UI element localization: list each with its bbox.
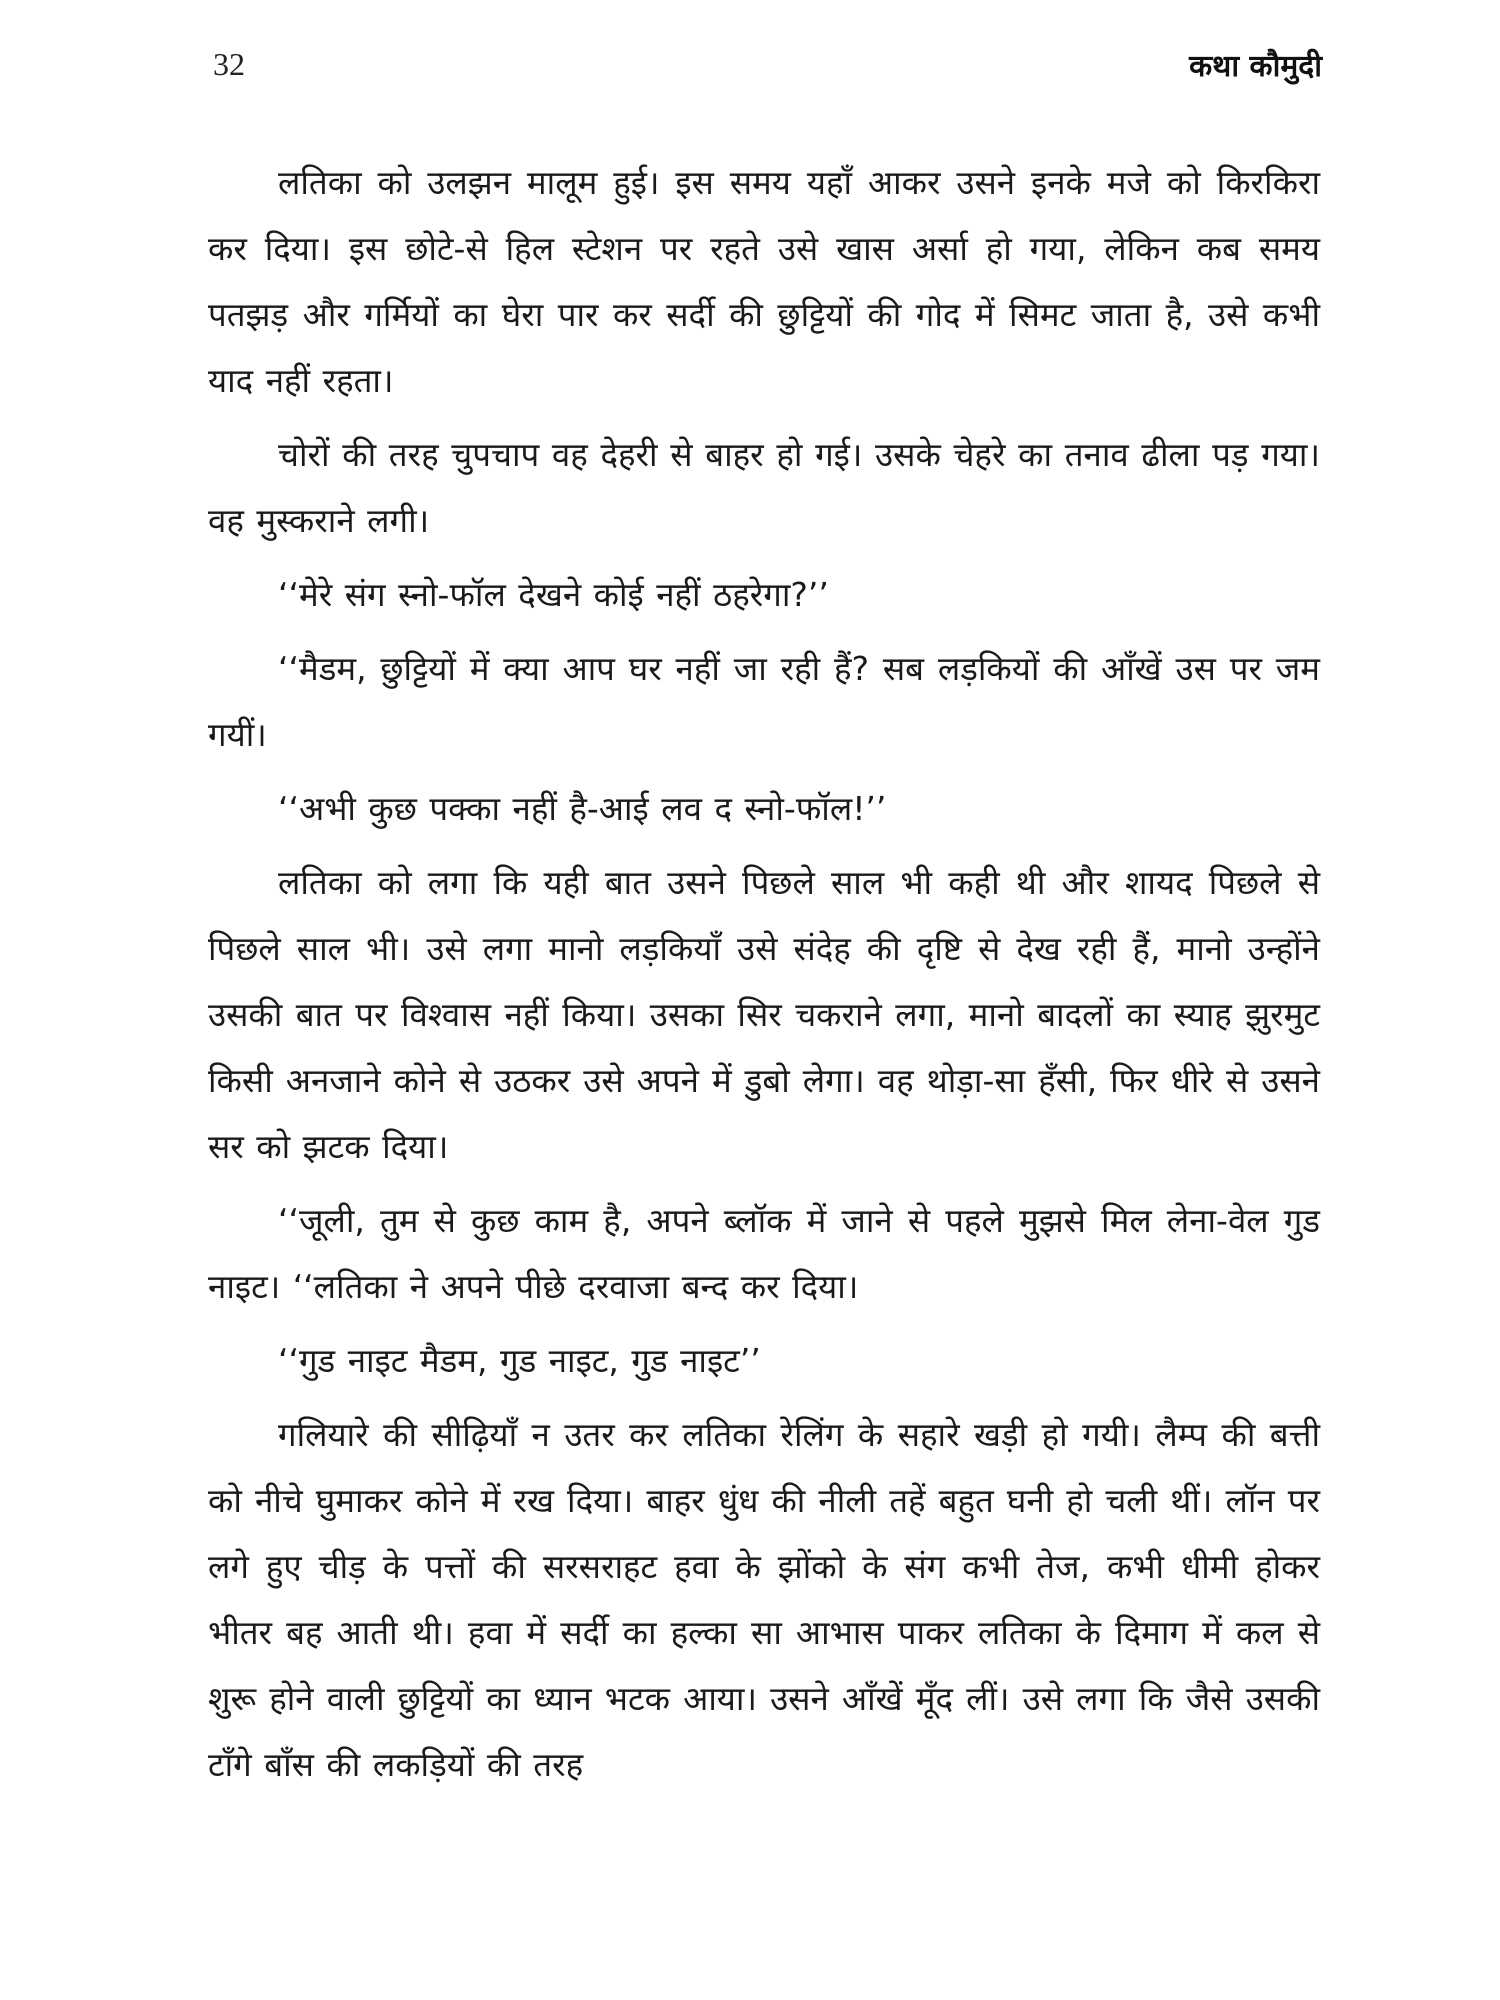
paragraph-1: लतिका को उलझन मालूम हुई। इस समय यहाँ आकर उसने इनके मजे को किरकिरा कर दिया। इस छोटे-से हिल स्टेशन पर रहते उसे खास अर्सा हो गया, लेकिन कब समय पतझड़ और गर्मियों का घेरा पार कर सर्दी की छुट्टियों की गोद में सिमट जाता है, उसे कभी याद नहीं रहता। xyxy=(208,163,1320,400)
paragraph-7-dialogue: ‘‘जूली, तुम से कुछ काम है, अपने ब्लॉक में जाने से पहले मुझसे मिल लेना-वेल गुड नाइट। ‘‘लतिका ने अपने पीछे दरवाजा बन्द कर दिया। xyxy=(208,1201,1320,1306)
running-head-title: कथा कौमुदी xyxy=(1189,49,1322,84)
page-number: 32 xyxy=(213,46,245,82)
body-text xyxy=(208,150,1320,1798)
paragraph-8-dialogue: ‘‘गुड नाइट मैडम, गुड नाइट, गुड नाइट’’ xyxy=(278,1341,761,1380)
paragraph-4-dialogue: ‘‘मैडम, छुट्टियों में क्या आप घर नहीं जा रही हैं? सब लड़कियों की आँखें उस पर जम गयीं। xyxy=(208,649,1320,754)
paragraph-6: लतिका को लगा कि यही बात उसने पिछले साल भी कही थी और शायद पिछले से पिछले साल भी। उसे लगा मानो लड़कियाँ उसे संदेह की दृष्टि से देख रही हैं, मानो उन्होंने उसकी बात पर विश्वास नहीं किया। उसका सिर चकराने लगा, मानो बादलों का स्याह झुरमुट किसी अनजाने कोने से उठकर उसे अपने में डुबो लेगा। वह थोड़ा-सा हँसी, फिर धीरे से उसने सर को झटक दिया। xyxy=(208,863,1320,1166)
paragraph-5-dialogue: ‘‘अभी कुछ पक्का नहीं है-आई लव द स्नो-फॉल!’’ xyxy=(278,789,887,828)
paragraph-2: चोरों की तरह चुपचाप वह देहरी से बाहर हो गई। उसके चेहरे का तनाव ढीला पड़ गया। वह मुस्कराने लगी। xyxy=(208,435,1320,540)
paragraph-3-dialogue: ‘‘मेरे संग स्नो-फॉल देखने कोई नहीं ठहरेगा?’’ xyxy=(278,575,829,614)
paragraph-9: गलियारे की सीढ़ियाँ न उतर कर लतिका रेलिंग के सहारे खड़ी हो गयी। लैम्प की बत्ती को नीचे घुमाकर कोने में रख दिया। बाहर धुंध की नीली तहें बहुत घनी हो चली थीं। लॉन पर लगे हुए चीड़ के पत्तों की सरसराहट हवा के झोंको के संग कभी तेज, कभी धीमी होकर भीतर बह आती थी। हवा में सर्दी का हल्का सा आभास पाकर लतिका के दिमाग में कल से शुरू होने वाली छुट्टियों का ध्यान भटक आया। उसने आँखें मूँद लीं। उसे लगा कि जैसे उसकी टाँगे बाँस की लकड़ियों की तरह xyxy=(208,1415,1321,1784)
